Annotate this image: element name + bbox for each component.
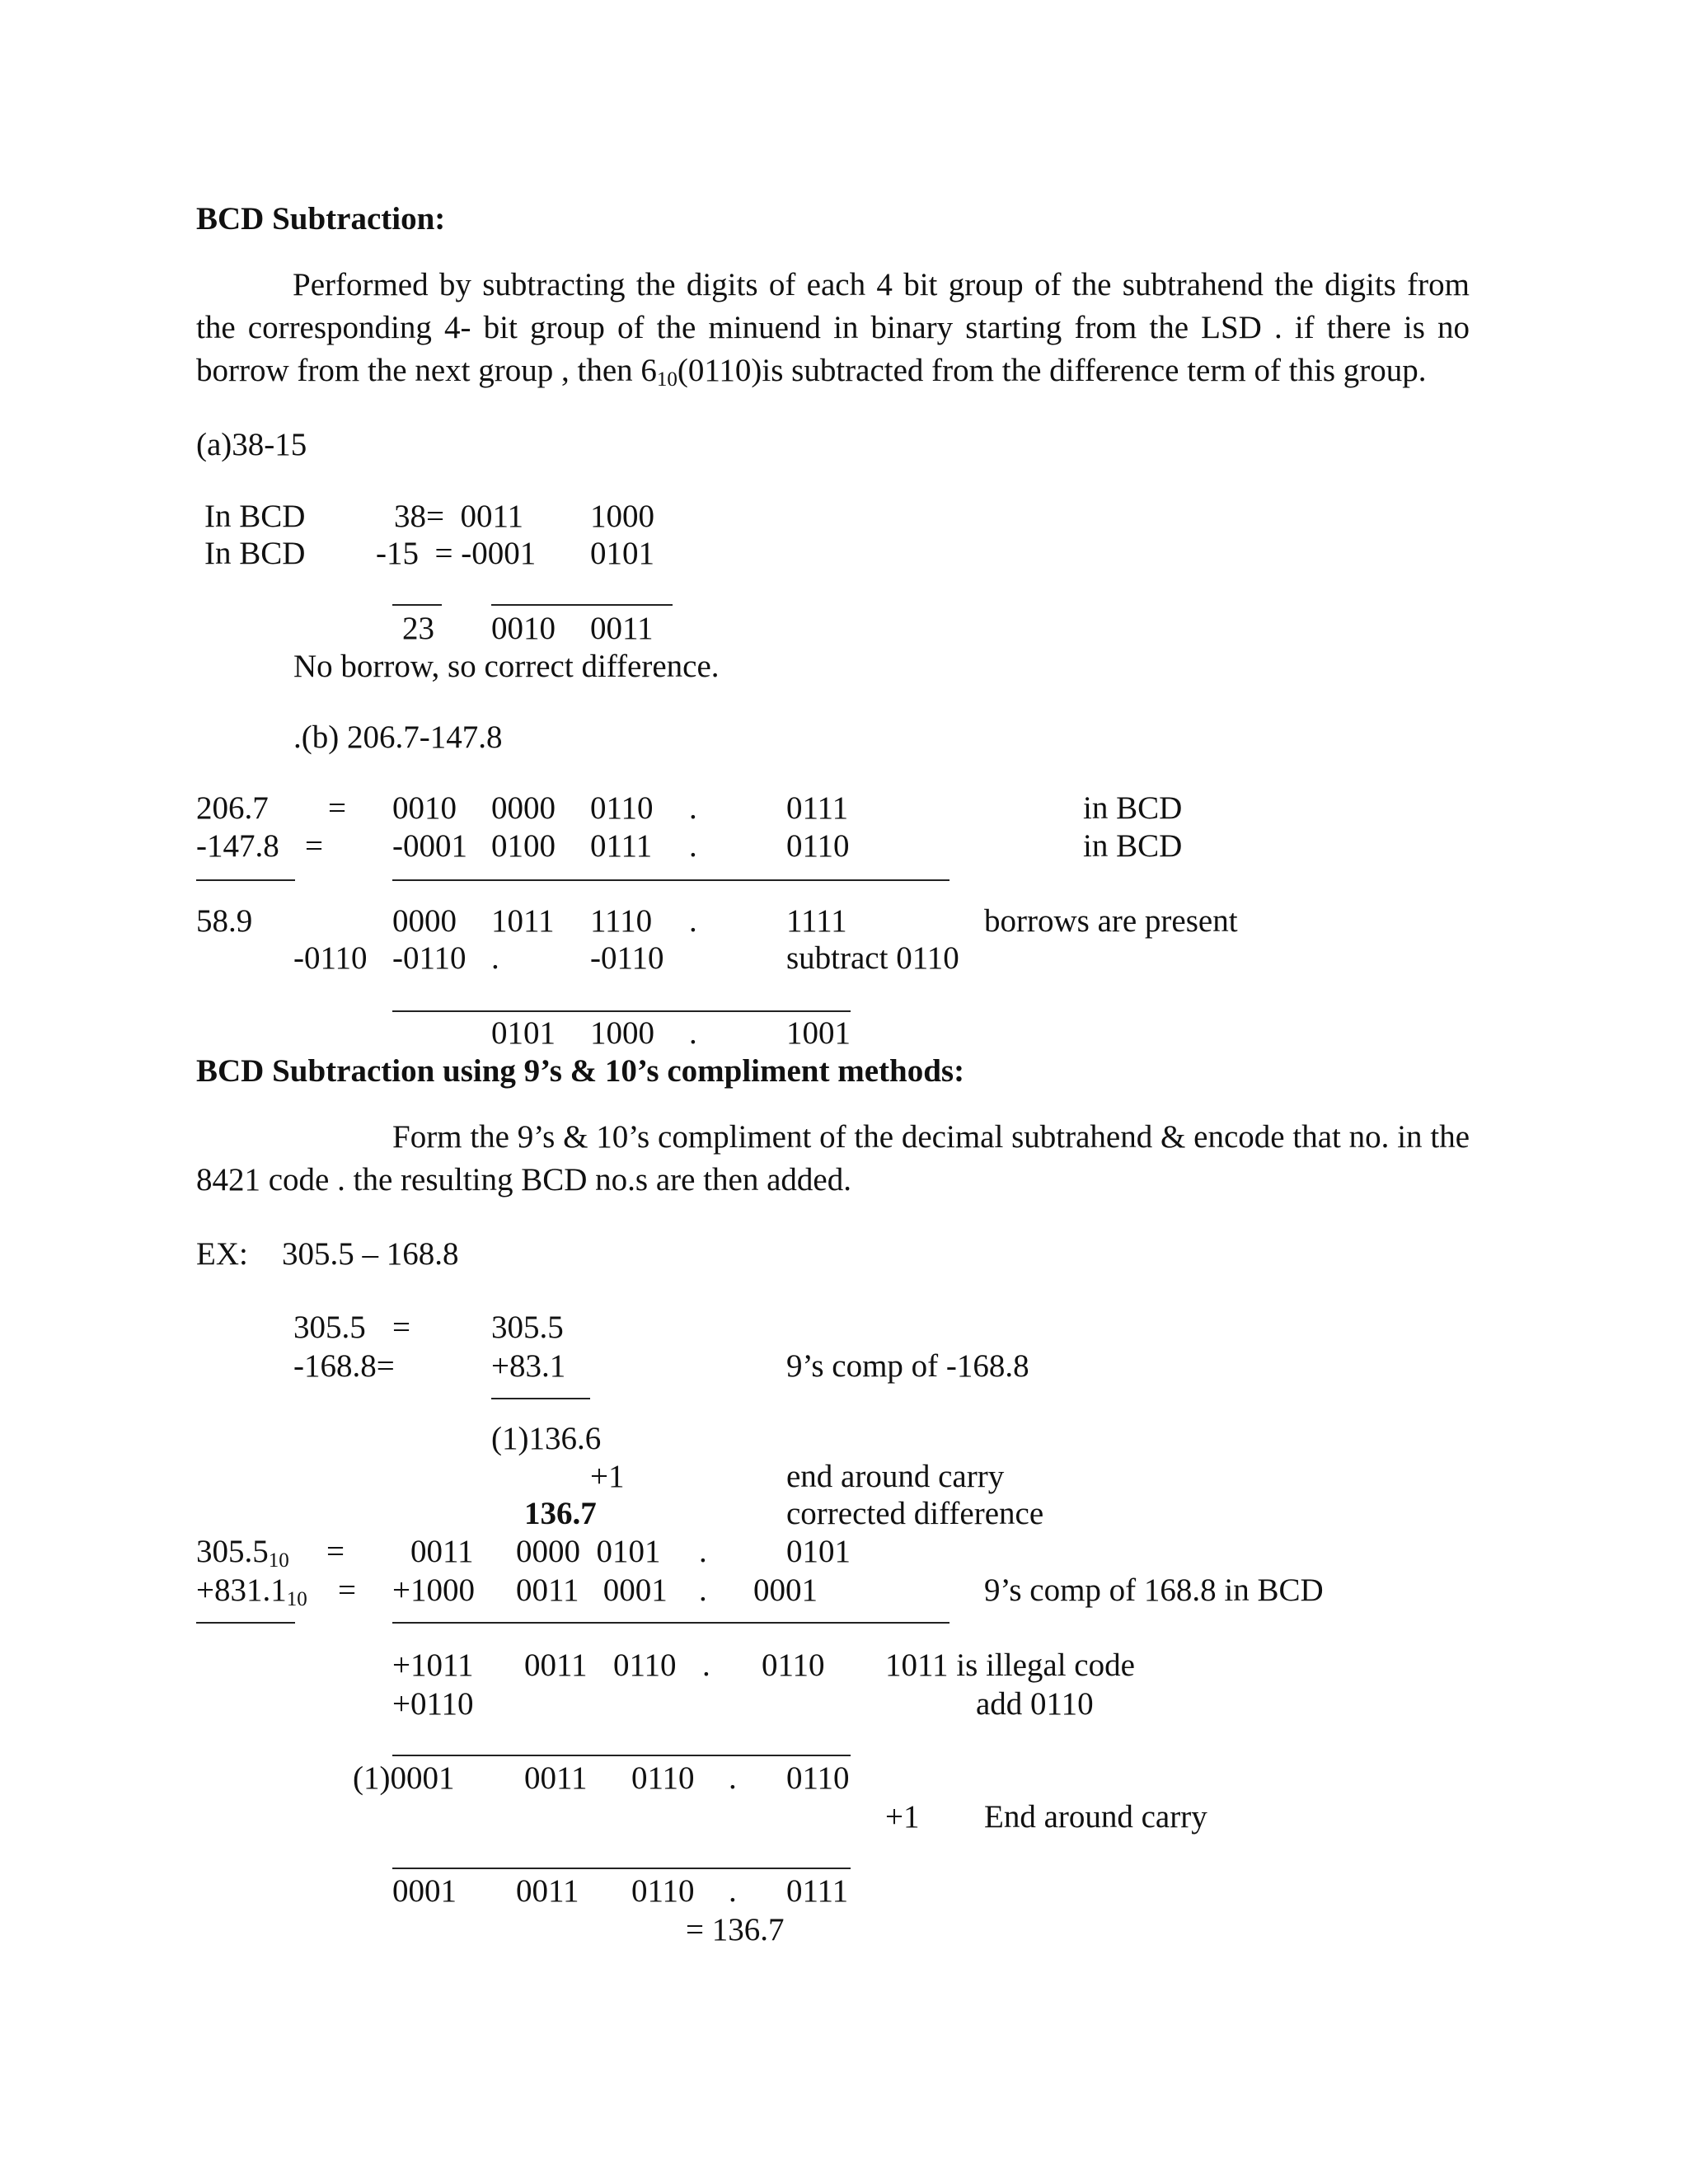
note-no-borrow: No borrow, so correct difference. bbox=[293, 649, 720, 684]
example-c-label: EX: bbox=[196, 1236, 248, 1272]
cell: . bbox=[491, 940, 499, 976]
cell: corrected difference bbox=[786, 1496, 1044, 1531]
cell: 0000 0101 bbox=[516, 1534, 661, 1569]
cell: 38= 0011 bbox=[394, 499, 524, 534]
cell: add 0110 bbox=[976, 1686, 1094, 1722]
cell: 23 bbox=[402, 611, 434, 646]
cell: . bbox=[689, 828, 697, 864]
cell: 0011 bbox=[516, 1873, 579, 1909]
cell: +1011 bbox=[392, 1647, 474, 1683]
cell: +1 bbox=[590, 1459, 625, 1494]
subscript: 10 bbox=[286, 1588, 307, 1610]
cell: 0110 bbox=[762, 1647, 825, 1683]
cell: 0000 bbox=[491, 790, 556, 826]
cell: -15 = -0001 bbox=[376, 536, 537, 571]
cell: borrows are present bbox=[984, 903, 1238, 939]
cell: -0001 bbox=[392, 828, 467, 864]
cell: 1000 bbox=[590, 499, 654, 534]
value: 305.5 bbox=[196, 1534, 269, 1569]
cell: in BCD bbox=[1083, 828, 1183, 864]
cell bbox=[196, 1572, 307, 1610]
cell: 1011 bbox=[491, 903, 555, 939]
cell: 0011 bbox=[524, 1647, 588, 1683]
cell: 1011 is illegal code bbox=[885, 1647, 1135, 1683]
cell: 0001 bbox=[753, 1572, 818, 1608]
cell: . bbox=[689, 1015, 697, 1051]
cell: End around carry bbox=[984, 1799, 1207, 1835]
cell: 1000 bbox=[590, 1015, 654, 1051]
cell: 206.7 bbox=[196, 790, 269, 826]
cell: . bbox=[702, 1647, 710, 1683]
cell: 1110 bbox=[590, 903, 653, 939]
cell: 0010 bbox=[491, 611, 556, 646]
value: +831.1 bbox=[196, 1572, 287, 1608]
cell: 0101 bbox=[590, 536, 654, 571]
rule-line bbox=[491, 1398, 590, 1399]
cell: . bbox=[729, 1873, 737, 1909]
cell: 0011 bbox=[524, 1760, 588, 1796]
cell: +0110 bbox=[392, 1686, 474, 1722]
cell: 0101 bbox=[491, 1015, 556, 1051]
cell: = bbox=[328, 790, 346, 826]
cell: = bbox=[392, 1310, 410, 1345]
cell: -147.8 bbox=[196, 828, 279, 864]
cell: . bbox=[689, 790, 697, 826]
cell: -0110 bbox=[293, 940, 368, 976]
cell: (1)136.6 bbox=[491, 1421, 602, 1456]
rule-line bbox=[392, 1755, 851, 1756]
cell: -0110 bbox=[392, 940, 467, 976]
intro-text-tail: (0110)is subtracted from the difference term of this group. bbox=[677, 353, 1427, 388]
cell: 0110 bbox=[786, 1760, 850, 1796]
example-b-label: .(b) 206.7-147.8 bbox=[293, 719, 503, 755]
cell: 0111 bbox=[590, 828, 653, 864]
cell: 0010 bbox=[392, 790, 457, 826]
cell: 9’s comp of -168.8 bbox=[786, 1348, 1029, 1384]
cell bbox=[196, 1534, 289, 1572]
cell: 1001 bbox=[786, 1015, 851, 1051]
rule-line bbox=[392, 1010, 851, 1012]
rule-line bbox=[491, 604, 673, 606]
heading-bcd-subtraction: BCD Subtraction: bbox=[196, 201, 446, 237]
cell: 0101 bbox=[786, 1534, 851, 1569]
cell: . bbox=[699, 1572, 707, 1608]
subscript: 10 bbox=[268, 1549, 289, 1572]
cell: 0011 0001 bbox=[516, 1572, 668, 1608]
cell: In BCD bbox=[204, 536, 306, 571]
cell: +83.1 bbox=[491, 1348, 566, 1384]
complement-paragraph: Form the 9’s & 10’s compliment of the decimal subtrahend & encode that no. in the 8421 code . the resulting BCD no.s are then added. bbox=[196, 1119, 1470, 1197]
cell: = bbox=[305, 828, 323, 864]
intro-text: Performed by subtracting the digits of each 4 bit group of the subtrahend the digits from the corresponding 4- bit group of the minuend in binary starting from the LSD . if there is no borrow from the next group , then 6 bbox=[196, 267, 1470, 388]
cell: 1111 bbox=[786, 903, 847, 939]
cell: 0011 bbox=[410, 1534, 474, 1569]
rule-line bbox=[392, 1868, 851, 1869]
rule-line bbox=[392, 879, 950, 881]
cell: = bbox=[338, 1572, 356, 1608]
cell: . bbox=[699, 1534, 707, 1569]
cell-bold: 136.7 bbox=[524, 1496, 597, 1531]
cell: +1000 bbox=[392, 1572, 475, 1608]
cell: 0110 bbox=[613, 1647, 677, 1683]
cell: . bbox=[689, 903, 697, 939]
cell: 0110 bbox=[631, 1873, 695, 1909]
intro-paragraph bbox=[196, 264, 1470, 392]
cell: subtract 0110 bbox=[786, 940, 959, 976]
cell: = bbox=[326, 1534, 345, 1569]
example-c-expression: 305.5 – 168.8 bbox=[282, 1236, 459, 1272]
cell: 305.5 bbox=[293, 1310, 366, 1345]
cell: 0000 bbox=[392, 903, 457, 939]
cell: -168.8= bbox=[293, 1348, 395, 1384]
cell: In BCD bbox=[204, 499, 306, 534]
subscript: 10 bbox=[656, 368, 678, 391]
cell: 305.5 bbox=[491, 1310, 564, 1345]
cell: 0110 bbox=[631, 1760, 695, 1796]
cell: 0110 bbox=[590, 790, 654, 826]
cell: +1 bbox=[885, 1799, 920, 1835]
cell: 58.9 bbox=[196, 903, 253, 939]
cell: in BCD bbox=[1083, 790, 1183, 826]
cell: 0111 bbox=[786, 790, 849, 826]
rule-line bbox=[196, 1622, 295, 1624]
cell: end around carry bbox=[786, 1459, 1005, 1494]
rule-line bbox=[392, 604, 442, 606]
cell: . bbox=[729, 1760, 737, 1796]
result-value: = 136.7 bbox=[686, 1912, 785, 1947]
cell: 0100 bbox=[491, 828, 556, 864]
cell: 0110 bbox=[786, 828, 850, 864]
rule-line bbox=[196, 879, 295, 881]
rule-line bbox=[392, 1622, 950, 1624]
example-a-label: (a)38-15 bbox=[196, 427, 307, 462]
cell: 0111 bbox=[786, 1873, 849, 1909]
cell: (1)0001 bbox=[353, 1760, 455, 1796]
cell: 0001 bbox=[392, 1873, 457, 1909]
cell: 0011 bbox=[590, 611, 654, 646]
cell: 9’s comp of 168.8 in BCD bbox=[984, 1572, 1324, 1608]
heading-complement-methods: BCD Subtraction using 9’s & 10’s compliment methods: bbox=[196, 1053, 965, 1089]
cell: -0110 bbox=[590, 940, 664, 976]
